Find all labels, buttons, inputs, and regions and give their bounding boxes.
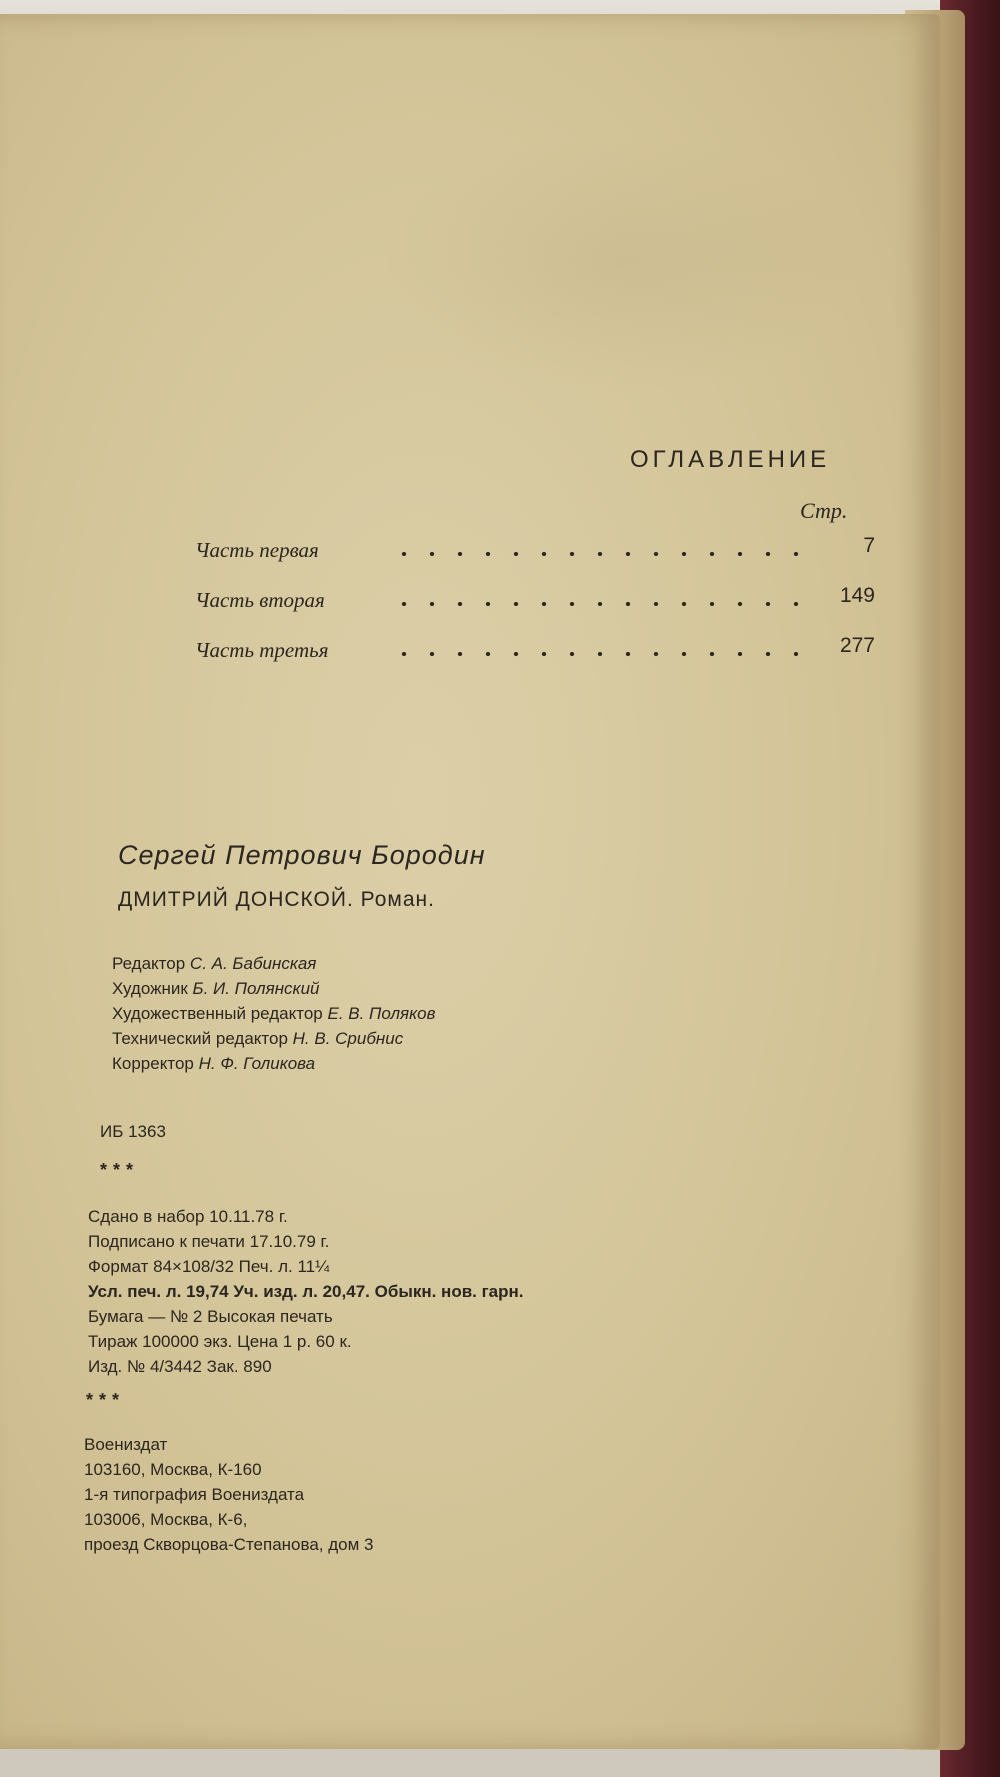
- staff-name: С. А. Бабинская: [189, 954, 317, 973]
- publisher-line: Воениздат: [84, 1435, 168, 1454]
- show-through-stain: [380, 134, 860, 394]
- toc-entry: [195, 584, 875, 622]
- toc-entry-page: 149: [839, 584, 875, 607]
- separator-asterisks: ***: [86, 1390, 126, 1410]
- staff-name: Б. И. Полянский: [192, 979, 320, 998]
- toc-entry: [195, 534, 875, 572]
- print-line: Изд. № 4/3442 Зак. 890: [88, 1357, 272, 1376]
- staff-role: Художественный редактор: [112, 1004, 323, 1023]
- staff-credits: [112, 951, 435, 1076]
- toc-heading: ОГЛАВЛЕНИЕ: [630, 446, 831, 473]
- staff-role: Художник: [112, 979, 188, 998]
- toc-entry-page: 277: [839, 634, 875, 657]
- publisher-line: 103006, Москва, К-6,: [84, 1510, 248, 1529]
- print-line: Усл. печ. л. 19,74 Уч. изд. л. 20,47. Обыкн. нов. гарн.: [88, 1282, 524, 1301]
- staff-line: [112, 976, 435, 1001]
- staff-name: Е. В. Поляков: [327, 1004, 436, 1023]
- toc-dot-leader: [390, 552, 805, 556]
- toc-entry-title: Часть вторая: [195, 588, 325, 612]
- staff-role: Редактор: [112, 954, 186, 973]
- publisher-line: 103160, Москва, К-160: [84, 1460, 262, 1479]
- publisher-info: [84, 1432, 374, 1557]
- toc-entry-page: 7: [863, 534, 875, 557]
- separator-asterisks: ***: [100, 1160, 140, 1180]
- staff-line: [112, 1001, 435, 1026]
- print-line: Бумага — № 2 Высокая печать: [88, 1307, 333, 1326]
- print-line: Подписано к печати 17.10.79 г.: [88, 1232, 330, 1251]
- print-line: Сдано в набор 10.11.78 г.: [88, 1207, 288, 1226]
- publisher-line: 1-я типография Воениздата: [84, 1485, 305, 1504]
- toc-page-column-label: Стр.: [800, 498, 848, 523]
- print-line: Формат 84×108/32 Печ. л. 11¼: [88, 1257, 330, 1276]
- author-name: Сергей Петрович Бородин: [118, 840, 486, 870]
- staff-line: [112, 1026, 435, 1051]
- toc-entry: [195, 634, 875, 672]
- ib-number: ИБ 1363: [100, 1122, 166, 1141]
- toc-entry-title: Часть первая: [195, 538, 319, 562]
- staff-role: Технический редактор: [112, 1029, 288, 1048]
- book-page: [0, 14, 940, 1749]
- print-line: Тираж 100000 экз. Цена 1 р. 60 к.: [88, 1332, 352, 1351]
- toc-dot-leader: [390, 602, 805, 606]
- staff-name: Н. В. Срибнис: [292, 1029, 404, 1048]
- toc-dot-leader: [390, 652, 805, 656]
- staff-line: [112, 1051, 435, 1076]
- staff-role: Корректор: [112, 1054, 194, 1073]
- staff-line: [112, 951, 435, 976]
- staff-name: Н. Ф. Голикова: [198, 1054, 316, 1073]
- publisher-line: проезд Скворцова-Степанова, дом 3: [84, 1535, 374, 1554]
- toc-entry-title: Часть третья: [195, 638, 329, 662]
- print-data: [88, 1204, 524, 1379]
- book-title: ДМИТРИЙ ДОНСКОЙ. Роман.: [118, 888, 435, 911]
